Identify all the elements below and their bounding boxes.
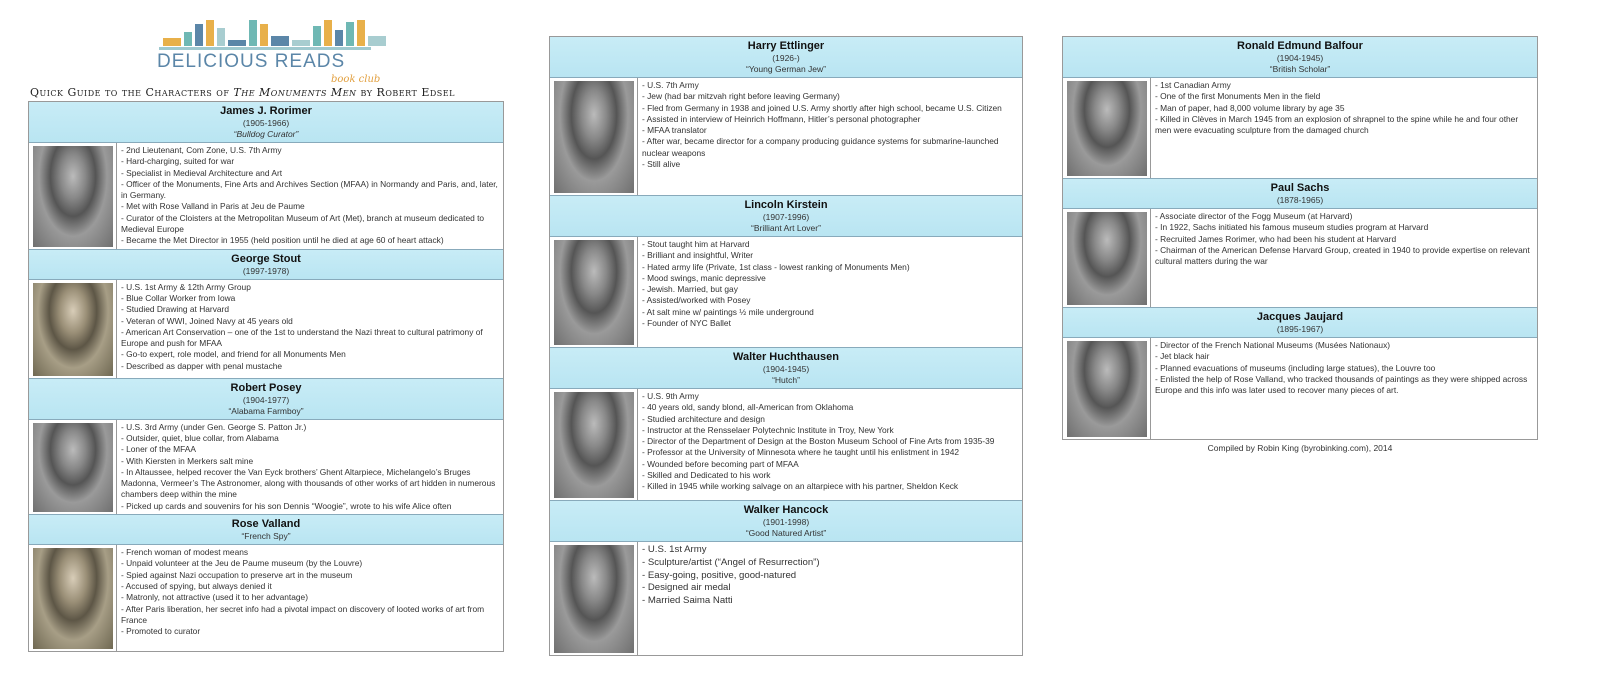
- delicious-reads-logo: [155, 18, 381, 85]
- fact-item: - Unpaid volunteer at the Jeu de Paume museum (by the Louvre): [121, 558, 363, 569]
- photo-cell: [550, 542, 638, 655]
- fact-item: - Picked up cards and souvenirs for his son Dennis “Woogie”, wrote to his wife Alice often: [121, 500, 452, 511]
- character-years: (1904-1945): [1276, 53, 1324, 63]
- fact-item: - Jew (had bar mitzvah right before leaving Germany): [642, 91, 840, 102]
- character-header: [1063, 37, 1537, 78]
- fact-list: [117, 420, 503, 514]
- character-header: [29, 378, 503, 420]
- character-name: Rose Valland: [231, 518, 301, 531]
- fact-item: - Described as dapper with penal mustache: [121, 360, 283, 371]
- book-icon: [260, 24, 268, 46]
- character-section: [1063, 178, 1537, 307]
- book-icon: [324, 20, 332, 46]
- fact-item: - Recruited James Rorimer, who had been his student at Harvard: [1155, 233, 1397, 244]
- character-header: [550, 347, 1022, 389]
- fact-item: - Jet black hair: [1155, 351, 1210, 362]
- fact-item: - U.S. 3rd Army (under Gen. George S. Patton Jr.): [121, 421, 307, 432]
- character-body: [29, 280, 503, 378]
- fact-item: - Sculpture/artist (“Angel of Resurrection”): [642, 556, 820, 568]
- book-icon: [249, 20, 257, 46]
- character-header: [550, 195, 1022, 237]
- character-name: Jacques Jaujard: [1256, 311, 1344, 323]
- fact-item: - Loner of the MFAA: [121, 444, 196, 455]
- character-years: (1904-1977): [242, 394, 290, 405]
- character-name: Paul Sachs: [1270, 182, 1330, 194]
- character-nickname: “Brilliant Art Lover”: [751, 223, 821, 233]
- fact-item: - Professor at the University of Minnesota where he taught until his enlistment in 1942: [642, 447, 960, 458]
- character-section: [550, 347, 1022, 500]
- fact-item: - Blue Collar Worker from Iowa: [121, 292, 236, 303]
- character-column-right: [1062, 36, 1538, 440]
- fact-item: - Planned evacuations of museums (including large statues), the Louvre too: [1155, 362, 1436, 373]
- character-years: (1997-1978): [242, 265, 290, 276]
- character-name: Harry Ettlinger: [747, 40, 825, 52]
- fact-item: - Director of the Department of Design at the Boston Museum School of Fine Arts from 1935-39: [642, 436, 995, 447]
- fact-item: - Founder of NYC Ballet: [642, 318, 731, 329]
- character-body: [29, 420, 503, 514]
- fact-item: - American Art Conservation – one of the 1st to understand the Nazi threat to cultural patrimony of Europe and push for MFAA: [121, 326, 483, 349]
- fact-item: - Studied Drawing at Harvard: [121, 304, 229, 315]
- compiled-by-credit: Compiled by Robin King (byrobinking.com), 2014: [1207, 443, 1393, 453]
- book-icon: [206, 20, 214, 46]
- photo-cell: [1063, 209, 1151, 307]
- fact-list: [638, 78, 1022, 195]
- logo-name: DELICIOUS READS: [157, 51, 346, 72]
- character-body: [1063, 78, 1537, 178]
- fact-list: [117, 143, 503, 249]
- fact-item: - MFAA translator: [642, 125, 707, 136]
- fact-item: - Met with Rose Valland in Paris at Jeu de Paume: [121, 201, 305, 212]
- fact-item: - Brilliant and insightful, Writer: [642, 250, 754, 261]
- book-icon: [184, 32, 192, 46]
- portrait-photo: [554, 392, 634, 498]
- fact-item: - Married Saima Natti: [642, 595, 733, 607]
- character-name: Walter Huchthausen: [733, 351, 839, 363]
- portrait-photo: [1067, 341, 1147, 437]
- character-years: (1904-1945): [762, 364, 810, 374]
- portrait-photo: [33, 423, 113, 512]
- character-header: [1063, 178, 1537, 209]
- photo-cell: [29, 280, 117, 378]
- character-years: (1878-1965): [1276, 195, 1324, 205]
- character-years: (1907-1996): [762, 212, 810, 222]
- photo-cell: [550, 78, 638, 195]
- fact-item: - Promoted to curator: [121, 626, 201, 637]
- character-name: James J. Rorimer: [220, 105, 312, 117]
- page-title: [30, 86, 500, 99]
- book-icon: [357, 20, 365, 46]
- fact-list: [1151, 78, 1537, 178]
- fact-item: - Studied architecture and design: [642, 413, 765, 424]
- character-body: [29, 143, 503, 249]
- book-icon: [163, 38, 181, 46]
- character-header: [550, 500, 1022, 542]
- fact-item: - 1st Canadian Army: [1155, 80, 1231, 90]
- fact-item: - Associate director of the Fogg Museum (at Harvard): [1155, 211, 1353, 221]
- character-body: [29, 545, 503, 651]
- character-section: [29, 102, 503, 249]
- fact-item: - 40 years old, sandy blond, all-American from Oklahoma: [642, 402, 854, 413]
- book-icon: [217, 28, 225, 46]
- fact-item: - Veteran of WWI, Joined Navy at 45 years old: [121, 315, 293, 326]
- book-icon: [313, 26, 321, 46]
- character-nickname: “Hutch”: [772, 375, 800, 385]
- character-section: [29, 514, 503, 651]
- fact-item: - Wounded before becoming part of MFAA: [642, 458, 799, 469]
- character-years: (1895-1967): [1276, 324, 1324, 334]
- character-years: (1926-): [772, 53, 800, 63]
- character-section: [550, 195, 1022, 347]
- fact-item: - At salt mine w/ paintings ½ mile underground: [642, 306, 814, 317]
- fact-item: - Hard-charging, suited for war: [121, 156, 235, 167]
- title-prefix: Quick Guide to the Characters of: [30, 86, 234, 99]
- character-name: Robert Posey: [230, 381, 302, 394]
- title-suffix: by Robert Edsel: [356, 86, 455, 99]
- portrait-photo: [33, 548, 113, 649]
- character-years: (1901-1998): [762, 517, 810, 527]
- fact-item: - Hated army life (Private, 1st class - lowest ranking of Monuments Men): [642, 261, 910, 272]
- character-body: [550, 237, 1022, 347]
- photo-cell: [29, 420, 117, 514]
- character-name: George Stout: [231, 252, 301, 265]
- fact-item: - One of the first Monuments Men in the field: [1155, 91, 1321, 102]
- portrait-photo: [554, 81, 634, 193]
- portrait-photo: [33, 283, 113, 376]
- portrait-photo: [1067, 81, 1147, 176]
- book-icon: [195, 24, 203, 46]
- fact-item: - Jewish. Married, but gay: [642, 284, 738, 295]
- fact-item: - In 1922, Sachs initiated his famous museum studies program at Harvard: [1155, 222, 1429, 233]
- fact-item: - U.S. 7th Army: [642, 80, 699, 90]
- book-icon: [335, 30, 343, 46]
- fact-item: - Officer of the Monuments, Fine Arts and Archives Section (MFAA) in Normandy and Paris, and, later, in Germany.: [121, 178, 498, 201]
- character-section: [29, 249, 503, 378]
- book-icon: [368, 36, 386, 46]
- character-section: [1063, 307, 1537, 439]
- character-header: [29, 102, 503, 143]
- fact-item: - U.S. 9th Army: [642, 391, 699, 401]
- logo-subtitle: book club: [331, 74, 381, 85]
- fact-item: - Outsider, quiet, blue collar, from Alabama: [121, 432, 279, 443]
- fact-item: - Stout taught him at Harvard: [642, 239, 750, 249]
- fact-item: - U.S. 1st Army: [642, 544, 707, 555]
- character-name: Ronald Edmund Balfour: [1237, 40, 1363, 52]
- character-section: [29, 378, 503, 514]
- character-nickname: “Young German Jew”: [745, 64, 826, 74]
- character-section: [550, 500, 1022, 655]
- fact-item: - Curator of the Cloisters at the Metropolitan Museum of Art (Met), branch at museum dedicated to Medieval Europe: [121, 212, 485, 235]
- fact-item: - 2nd Lieutenant, Com Zone, U.S. 7th Army: [121, 145, 282, 155]
- fact-item: - Chairman of the American Defense Harvard Group, created in 1940 to provide expertise on relevant cultural matters during the war: [1155, 244, 1530, 267]
- fact-list: [117, 545, 503, 651]
- fact-item: - In Altaussee, helped recover the Van Eyck brothers’ Ghent Altarpiece, Michelangelo’s Bruges Madonna, Vermeer’s The Astronomer, along with thousands of other works of art hidden in numerous chambers deep within the mine: [121, 466, 496, 500]
- title-book: The Monuments Men: [233, 86, 357, 99]
- character-name: Walker Hancock: [743, 504, 829, 516]
- fact-item: - With Kiersten in Merkers salt mine: [121, 455, 254, 466]
- book-icon: [228, 40, 246, 46]
- fact-list: [1151, 209, 1537, 307]
- fact-item: - Became the Met Director in 1955 (held position until he died at age 60 of heart attack): [121, 235, 444, 246]
- fact-list: [638, 542, 1022, 655]
- fact-item: - Director of the French National Museums (Musées Nationaux): [1155, 340, 1391, 350]
- character-column-middle: [549, 36, 1023, 656]
- fact-item: - Spied against Nazi occupation to preserve art in the museum: [121, 569, 353, 580]
- fact-item: - Skilled and Dedicated to his work: [642, 470, 771, 481]
- fact-list: [117, 280, 503, 378]
- character-section: [550, 37, 1022, 195]
- fact-item: - Killed in 1945 while working salvage on an altarpiece with his partner, Sheldon Keck: [642, 481, 959, 492]
- fact-item: - Assisted/worked with Posey: [642, 295, 751, 306]
- fact-item: - Go-to expert, role model, and friend for all Monuments Men: [121, 349, 346, 360]
- character-nickname: “Good Natured Artist”: [745, 528, 827, 538]
- character-header: [29, 249, 503, 280]
- character-section: [1063, 37, 1537, 178]
- fact-item: - Easy-going, positive, good-natured: [642, 569, 797, 581]
- fact-list: [1151, 338, 1537, 439]
- fact-item: - Accused of spying, but always denied it: [121, 580, 272, 591]
- character-header: [1063, 307, 1537, 338]
- photo-cell: [29, 545, 117, 651]
- fact-item: - Assisted in interview of Heinrich Hoffmann, Hitler’s personal photographer: [642, 113, 921, 124]
- fact-item: - U.S. 1st Army & 12th Army Group: [121, 281, 251, 292]
- fact-item: - Mood swings, manic depressive: [642, 272, 766, 283]
- character-column-left: [28, 101, 504, 652]
- fact-list: [638, 237, 1022, 347]
- photo-cell: [550, 237, 638, 347]
- fact-item: - After war, became director for a company producing guidance systems for submarine-launched nuclear weapons: [642, 136, 999, 158]
- portrait-photo: [554, 240, 634, 345]
- photo-cell: [29, 143, 117, 249]
- character-nickname: “Bulldog Curator”: [233, 129, 299, 139]
- fact-item: - Still alive: [642, 159, 681, 170]
- character-body: [1063, 209, 1537, 307]
- bookshelf-icon: [155, 18, 375, 50]
- book-icon: [292, 40, 310, 46]
- character-nickname: “French Spy”: [241, 531, 291, 542]
- fact-item: - Instructor at the Rensselaer Polytechnic Institute in Troy, New York: [642, 424, 894, 435]
- photo-cell: [1063, 338, 1151, 439]
- book-icon: [346, 22, 354, 46]
- fact-item: - Fled from Germany in 1938 and joined U.S. Army shortly after high school, became U.S. Citizen: [642, 102, 1002, 113]
- fact-item: - After Paris liberation, her secret info had a pivotal impact on discovery of looted works of art from France: [121, 603, 485, 625]
- fact-item: - Specialist in Medieval Architecture and Art: [121, 167, 283, 178]
- character-nickname: “British Scholar”: [1269, 64, 1331, 74]
- character-header: [29, 514, 503, 545]
- character-body: [550, 542, 1022, 655]
- character-header: [550, 37, 1022, 78]
- fact-item: - Man of paper, had 8,000 volume library by age 35: [1155, 102, 1345, 113]
- portrait-photo: [1067, 212, 1147, 305]
- book-icon: [271, 36, 289, 46]
- character-body: [550, 78, 1022, 195]
- fact-item: - French woman of modest means: [121, 547, 249, 558]
- portrait-photo: [554, 545, 634, 653]
- character-body: [1063, 338, 1537, 439]
- fact-item: - Matronly, not attractive (used it to her advantage): [121, 592, 308, 603]
- photo-cell: [1063, 78, 1151, 178]
- character-name: Lincoln Kirstein: [744, 199, 828, 211]
- fact-item: - Killed in Clèves in March 1945 from an explosion of shrapnel to the spine while he and four other men were evacuating sculpture from the damaged church: [1155, 113, 1519, 136]
- character-nickname: “Alabama Farmboy”: [228, 405, 304, 416]
- character-body: [550, 389, 1022, 500]
- portrait-photo: [33, 146, 113, 247]
- fact-list: [638, 389, 1022, 500]
- fact-item: - Designed air medal: [642, 582, 731, 594]
- photo-cell: [550, 389, 638, 500]
- character-years: (1905-1966): [242, 118, 290, 128]
- fact-item: - Enlisted the help of Rose Valland, who tracked thousands of paintings as they were shipped across Europe and this info was later used to recover many pieces of art.: [1155, 373, 1528, 396]
